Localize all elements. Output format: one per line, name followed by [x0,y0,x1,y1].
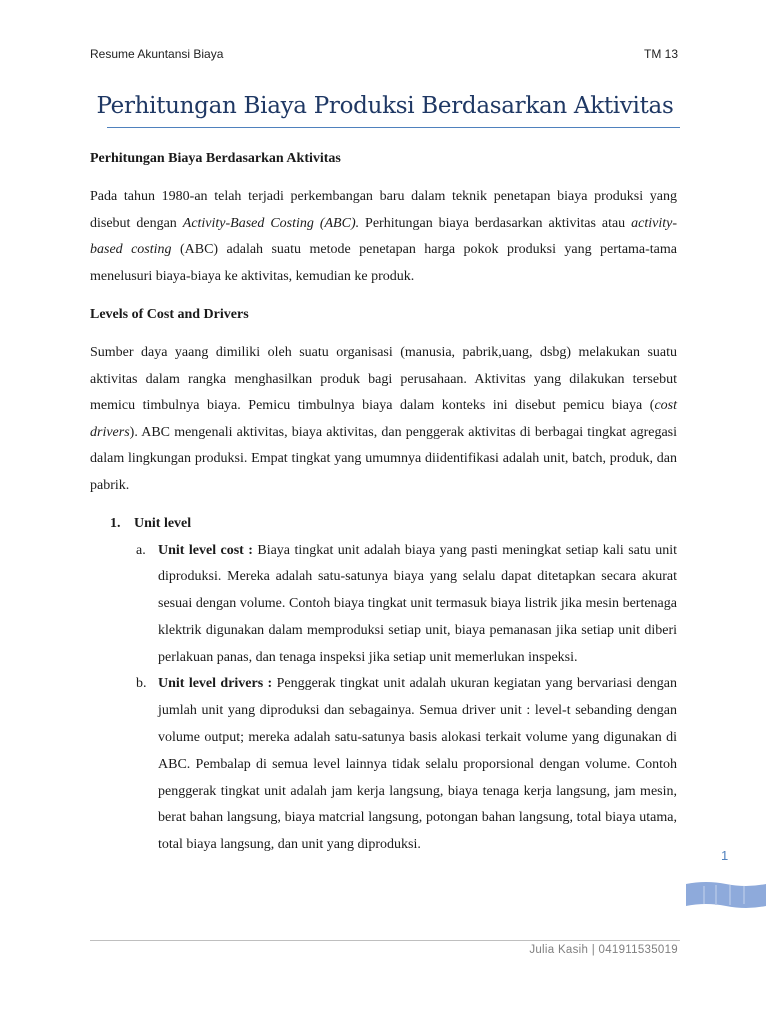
footer-author: Julia Kasih | 041911535019 [529,944,678,956]
page-title: Perhitungan Biaya Produksi Berdasarkan Aktivitas [96,93,674,119]
footer-rule [90,940,680,941]
list-item-label: Unit level [134,516,192,531]
sub-item-unit-level-drivers [90,671,677,859]
paragraph-text: Perhitungan biaya berdasarkan aktivitas atau [359,215,632,231]
document-body [90,146,677,859]
sub-item-body [158,538,677,672]
title-underline [107,127,680,128]
sub-item-label: Unit level drivers : [158,676,273,692]
page-number: 1 [721,848,729,863]
sub-item-text: Biaya tingkat unit adalah biaya yang pasti meningkat setiap kali satu unit diproduksi. Mereka adalah satu-satunya biaya yang selalu dapat ditetapkan secara akurat sesuai dengan volume. Contoh biaya tingkat unit termasuk biaya listrik jika mesin bertenaga klektrik digunakan dalam memproduksi setiap unit, biaya pemanasan jika setiap unit diberi perlakuan panas, dan tenaga inspeksi jika setiap unit memerlukan inspeksi. [158,542,677,665]
section-heading-levels: Levels of Cost and Drivers [90,307,249,322]
list-number: 1. [110,516,121,531]
sub-item-letter: b. [136,676,147,692]
list-item-unit-level [90,511,677,538]
section-heading-abc: Perhitungan Biaya Berdasarkan Aktivitas [90,151,341,166]
paragraph-italic: activity-based costing [90,215,677,257]
running-header-session: TM 13 [643,47,678,61]
running-header-title: Resume Akuntansi Biaya [90,47,224,61]
paragraph-italic: cost drivers [90,398,677,440]
paragraph-text: Sumber daya yaang dimiliki oleh suatu organisasi (manusia, pabrik,uang, dsbg) melakukan suatu aktivitas dalam rangka menghasilkan produk bagi perusahaan. Aktivitas yang dilakukan tersebut memicu timbulnya biaya. Pemicu timbulnya biaya dalam konteks ini disebut pemicu biaya ( [90,345,677,413]
numbered-list [90,511,677,859]
paragraph-text: Pada tahun 1980-an telah terjadi perkembangan baru dalam teknik penetapan biaya produksi yang disebut dengan [90,189,677,231]
paragraph-abc-intro [90,184,677,290]
paragraph-italic: Activity-Based Costing (ABC). [182,215,360,231]
sub-item-body [158,671,677,859]
sub-item-unit-level-cost [90,538,677,672]
sub-item-letter: a. [136,542,146,558]
paragraph-text: (ABC) adalah suatu metode penetapan harga pokok produksi yang pertama-tama menelusuri biaya-biaya ke aktivitas, kemudian ke produk. [90,242,677,284]
sub-item-label: Unit level cost : [158,542,253,558]
page-flag-icon [686,880,766,910]
paragraph-text: ). ABC mengenali aktivitas, biaya aktivitas, dan penggerak aktivitas di berbagai tingkat agregasi dalam lingkungan produksi. Empat tingkat yang umumnya diidentifikasi adalah unit, batch, produk, dan pabrik. [90,424,677,493]
sub-item-text: Penggerak tingkat unit adalah ukuran kegiatan yang bervariasi dengan jumlah unit yang diproduksi dan sebagainya. Semua driver unit : level-t sebanding dengan volume output; mereka adalah satu-satunya basis alokasi terkait volume yang digunakan di ABC. Pembalap di semua level lainnya tidak selalu proporsional dengan volume. Contoh penggerak tingkat unit adalah jam kerja langsung, biaya tenaga kerja langsung, jam mesin, berat bahan langsung, biaya matcrial langsung, potongan bahan langsung, total biaya utama, total biaya langsung, dan unit yang diproduksi. [158,676,677,853]
paragraph-levels [90,340,677,499]
